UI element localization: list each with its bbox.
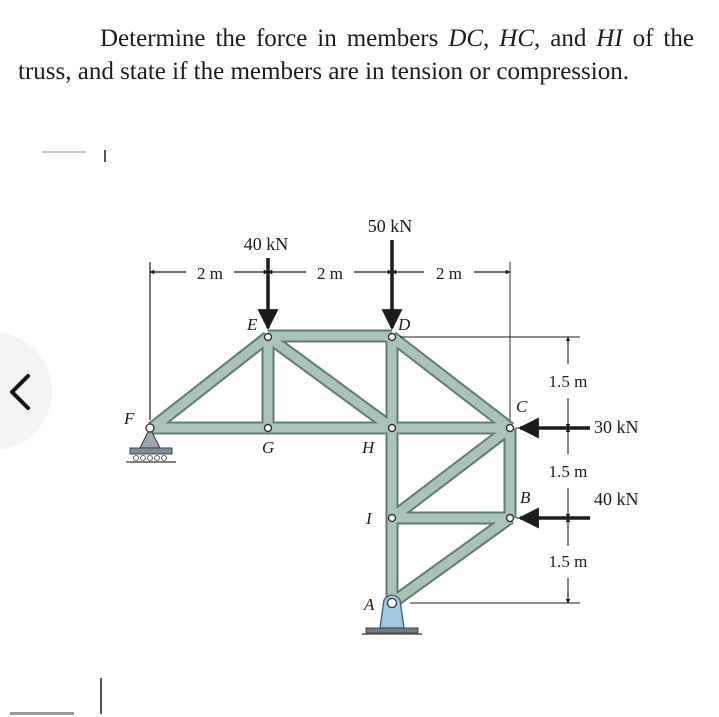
joint-label-f: F	[124, 409, 135, 428]
problem-text-end: of the truss, and state if the members are in tension or compression.	[18, 25, 694, 85]
load-label-c: 30 kN	[594, 417, 639, 437]
joint-label-d: D	[398, 315, 411, 334]
member-hi: HI	[596, 25, 623, 52]
dim-horizontal-1: 2 m	[197, 264, 223, 283]
dim-horizontal-2: 2 m	[317, 264, 343, 283]
joint-label-c: C	[516, 397, 528, 416]
joint-label-e: E	[247, 315, 258, 334]
joint-label-g: G	[262, 438, 275, 457]
dim-vertical-1: 1.5 m	[548, 372, 588, 391]
joint-label-b: B	[520, 488, 531, 507]
dim-vertical-3: 1.5 m	[548, 552, 588, 571]
member-dc: DC	[448, 25, 484, 52]
load-label-b: 40 kN	[594, 489, 639, 509]
member-hc: HC	[499, 25, 534, 52]
load-label-d: 50 kN	[367, 216, 413, 236]
joint-label-a: A	[364, 595, 375, 614]
problem-statement: Determine the force in members DC, HC, and HI of the truss, and state if the members are in tension or compression.	[18, 25, 694, 85]
pin-e	[265, 334, 272, 341]
pin-b	[507, 515, 514, 522]
joint-label-i: I	[366, 509, 372, 528]
dim-vertical-2: 1.5 m	[548, 462, 588, 481]
dim-horizontal-3: 2 m	[436, 264, 462, 283]
joint-label-h: H	[362, 438, 375, 457]
pin-d	[389, 334, 396, 341]
pin-i	[389, 515, 396, 522]
pin-g	[265, 425, 272, 432]
problem-text-start: Determine the force in members	[100, 25, 439, 52]
pin-h	[389, 425, 396, 432]
load-label-e: 40 kN	[243, 234, 289, 254]
pin-c	[507, 425, 514, 432]
